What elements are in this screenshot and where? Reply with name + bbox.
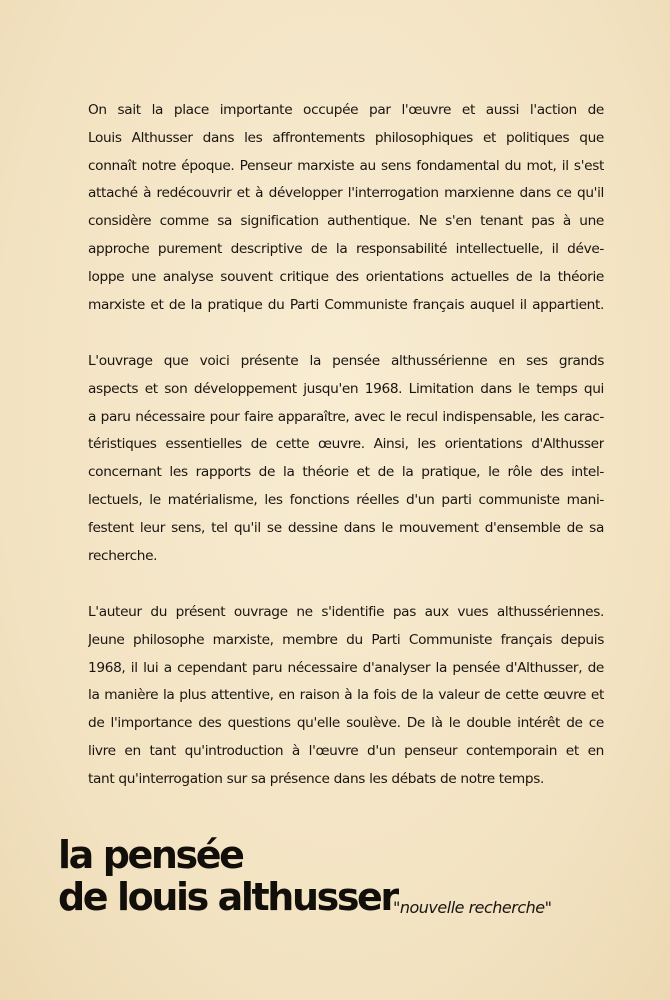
text-line: Jeune philosophe marxiste, membre du Parti Communiste français depuis [88,631,604,648]
text-line: attaché à redécouvrir et à développer l'interrogation marxienne dans ce qu'il [88,185,604,202]
paragraph-3 [88,599,604,794]
text-line: connaît notre époque. Penseur marxiste au sens fondamental du mot, il s'est [88,157,604,174]
text-line: tant qu'interrogation sur sa présence dans les débats de notre temps. [88,770,544,787]
series-name: "nouvelle recherche" [393,898,552,917]
book-title-line-1: la pensée [58,833,243,877]
text-line: téristiques essentielles de cette œuvre. Ainsi, les orientations d'Althusser [88,436,604,453]
text-line: L'ouvrage que voici présente la pensée althussérienne en ses grands [88,353,604,369]
text-line: concernant les rapports de la théorie et de la pratique, le rôle des intel- [88,464,604,481]
text-line: marxiste et de la pratique du Parti Communiste français auquel il appartient. [88,296,604,313]
paragraph-2 [88,348,604,570]
book-title-line-2: de louis althusser [58,875,397,919]
text-line: L'auteur du présent ouvrage ne s'identifie pas aux vues althussériennes. [88,604,604,620]
text-line: 1968, il lui a cependant paru nécessaire d'analyser la pensée d'Althusser, de [88,659,604,676]
text-line: aspects et son développement jusqu'en 1968. Limitation dans le temps qui [88,380,604,397]
text-line: lectuels, le matérialisme, les fonctions réelles d'un parti communiste mani- [88,491,604,508]
text-line: approche purement descriptive de la responsabilité intellectuelle, il déve- [88,240,604,257]
text-line: recherche. [88,547,158,564]
text-line: de l'importance des questions qu'elle soulève. De là le double intérêt de ce [88,715,604,732]
text-line: loppe une analyse souvent critique des orientations actuelles de la théorie [88,268,604,285]
paragraph-1 [88,97,604,319]
text-line: livre en tant qu'introduction à l'œuvre d'un penseur contemporain et en [88,742,604,759]
text-line: Louis Althusser dans les affrontements philosophiques et politiques que [88,129,604,146]
text-line: considère comme sa signification authentique. Ne s'en tenant pas à une [88,213,604,230]
text-line: On sait la place importante occupée par l'œuvre et aussi l'action de [88,102,604,118]
text-line: la manière la plus attentive, en raison à la fois de la valeur de cette œuvre et [88,687,604,704]
text-line: a paru nécessaire pour faire apparaître, avec le recul indispensable, les carac- [88,408,604,425]
text-line: festent leur sens, tel qu'il se dessine dans le mouvement d'ensemble de sa [88,519,604,536]
